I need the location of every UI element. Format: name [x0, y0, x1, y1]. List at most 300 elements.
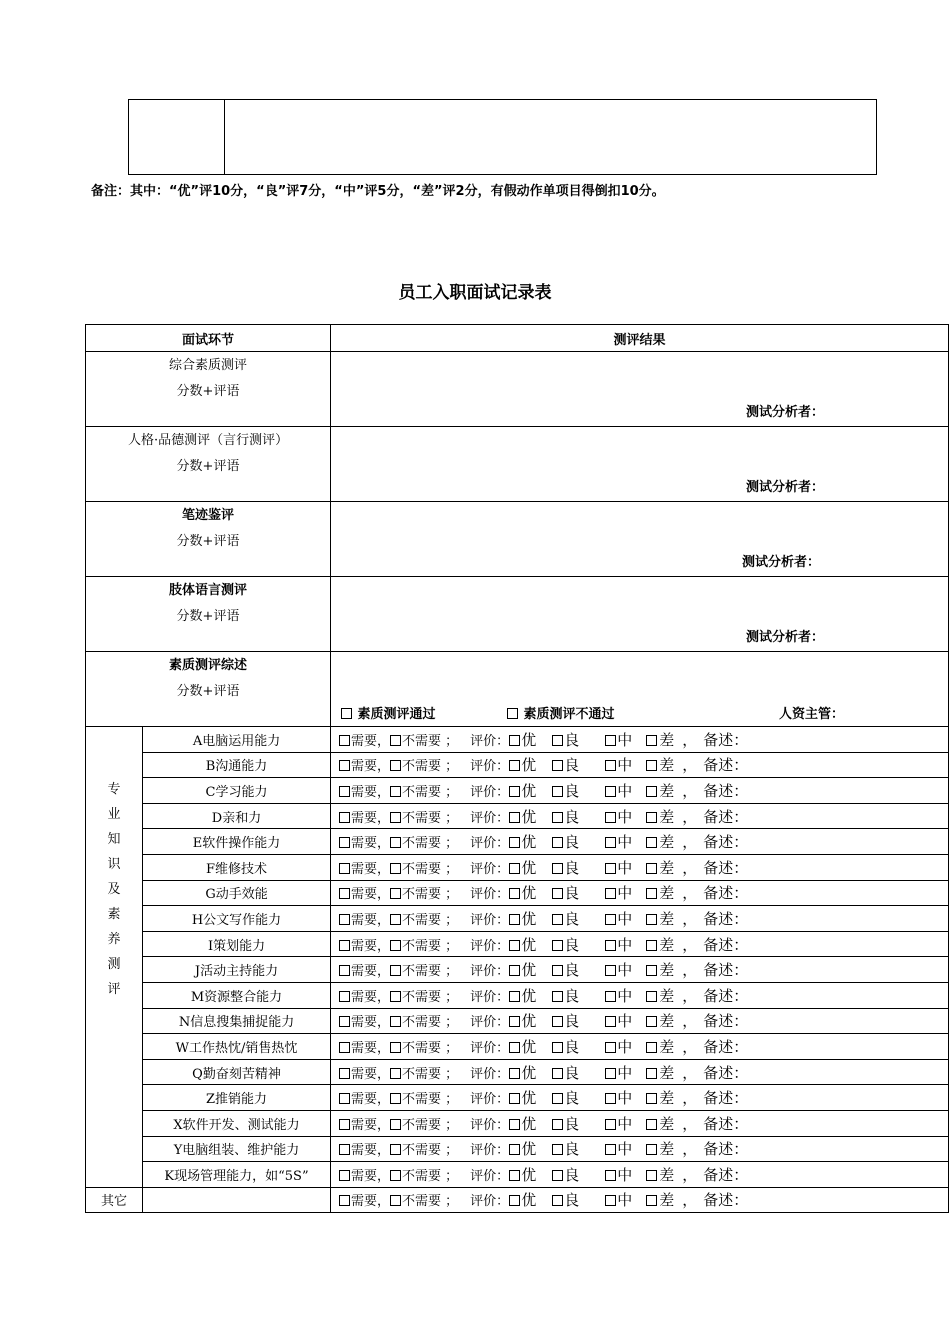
poor-checkbox[interactable] — [646, 735, 657, 746]
comma-sep: ， — [682, 884, 698, 903]
comma-sep: ， — [682, 730, 698, 749]
poor-checkbox[interactable] — [646, 1093, 657, 1104]
section-label-cell — [86, 502, 331, 577]
poor-checkbox[interactable] — [646, 837, 657, 848]
skill-row — [86, 752, 949, 778]
section-name: 人格·品德测评（言行测评） — [127, 433, 289, 448]
rating-label: 评价： — [470, 1015, 510, 1031]
need-checkbox[interactable] — [339, 1042, 350, 1053]
skill-evaluation — [331, 1059, 949, 1085]
section-result-cell[interactable] — [331, 502, 949, 577]
category-char: 知 — [107, 832, 121, 847]
need-checkbox[interactable] — [339, 735, 350, 746]
excellent-label: 优 — [521, 961, 537, 980]
excellent-checkbox[interactable] — [509, 1068, 520, 1079]
analyst-signature-label: 测试分析者： — [745, 480, 824, 495]
need-label: 需要， — [351, 1015, 391, 1031]
need-checkbox[interactable] — [339, 914, 350, 925]
medium-checkbox[interactable] — [605, 888, 616, 899]
need-label: 需要， — [351, 1194, 391, 1210]
no-need-checkbox[interactable] — [390, 914, 401, 925]
no-need-label: 不需要 ； — [402, 964, 459, 980]
rating-label: 评价： — [470, 810, 510, 826]
excellent-label: 优 — [521, 909, 537, 928]
good-checkbox[interactable] — [552, 940, 563, 951]
skill-name: B沟通能力 — [143, 752, 331, 778]
need-checkbox[interactable] — [339, 1016, 350, 1027]
fail-checkbox[interactable] — [507, 708, 518, 719]
need-checkbox[interactable] — [339, 1170, 350, 1181]
medium-label: 中 — [617, 756, 633, 775]
skill-name: D亲和力 — [143, 803, 331, 829]
need-checkbox[interactable] — [339, 991, 350, 1002]
remark-label: 备述： — [703, 884, 749, 903]
good-checkbox[interactable] — [552, 1068, 563, 1079]
good-label: 良 — [564, 986, 580, 1005]
good-checkbox[interactable] — [552, 735, 563, 746]
medium-label: 中 — [617, 884, 633, 903]
no-need-checkbox[interactable] — [390, 1170, 401, 1181]
skill-name: G动手效能 — [143, 880, 331, 906]
poor-label: 差 — [659, 1063, 675, 1082]
section-sub: 分数+评语 — [176, 459, 240, 474]
remark-label: 备述： — [703, 1114, 749, 1133]
skill-row — [86, 1085, 949, 1111]
need-label: 需要， — [351, 964, 391, 980]
analyst-signature-label: 测试分析者： — [741, 555, 820, 570]
remark-label: 备述： — [703, 1012, 749, 1031]
section-label-cell — [86, 577, 331, 652]
no-need-label: 不需要 ； — [402, 1066, 459, 1082]
pass-option[interactable] — [341, 707, 436, 722]
other-row — [86, 1187, 949, 1213]
skill-evaluation — [331, 778, 949, 804]
skill-row — [86, 906, 949, 932]
medium-checkbox[interactable] — [605, 863, 616, 874]
skill-row — [86, 1008, 949, 1034]
excellent-label: 优 — [521, 730, 537, 749]
poor-label: 差 — [659, 884, 675, 903]
skill-row — [86, 829, 949, 855]
need-label: 需要， — [351, 1168, 391, 1184]
no-need-checkbox[interactable] — [390, 965, 401, 976]
rating-label: 评价： — [470, 1066, 510, 1082]
no-need-checkbox[interactable] — [390, 837, 401, 848]
medium-checkbox[interactable] — [605, 1195, 616, 1206]
rating-label: 评价： — [470, 1117, 510, 1133]
no-need-checkbox[interactable] — [390, 1119, 401, 1130]
no-need-label: 不需要 ； — [402, 1015, 459, 1031]
poor-label: 差 — [659, 1165, 675, 1184]
poor-checkbox[interactable] — [646, 914, 657, 925]
rating-label: 评价： — [470, 964, 510, 980]
good-checkbox[interactable] — [552, 786, 563, 797]
category-cell — [86, 727, 143, 1188]
skill-name: N信息搜集捕捉能力 — [143, 1008, 331, 1034]
good-label: 良 — [564, 909, 580, 928]
good-label: 良 — [564, 756, 580, 775]
medium-label: 中 — [617, 909, 633, 928]
need-checkbox[interactable] — [339, 1119, 350, 1130]
good-checkbox[interactable] — [552, 1144, 563, 1155]
good-label: 良 — [564, 1089, 580, 1108]
comma-sep: ， — [682, 1037, 698, 1056]
excellent-checkbox[interactable] — [509, 1016, 520, 1027]
excellent-checkbox[interactable] — [509, 1170, 520, 1181]
section-result-cell[interactable] — [331, 427, 949, 502]
remark-label: 备述： — [703, 858, 749, 877]
poor-label: 差 — [659, 756, 675, 775]
remark-label: 备述： — [703, 807, 749, 826]
medium-label: 中 — [617, 807, 633, 826]
poor-checkbox[interactable] — [646, 1119, 657, 1130]
no-need-checkbox[interactable] — [390, 735, 401, 746]
section-result-cell[interactable] — [331, 577, 949, 652]
excellent-checkbox[interactable] — [509, 760, 520, 771]
category-char: 识 — [107, 857, 121, 872]
no-need-checkbox[interactable] — [390, 991, 401, 1002]
medium-checkbox[interactable] — [605, 914, 616, 925]
skill-name: W工作热忱/销售热忱 — [143, 1034, 331, 1060]
poor-checkbox[interactable] — [646, 1170, 657, 1181]
skill-name: K现场管理能力，如“5S” — [143, 1162, 331, 1188]
good-checkbox[interactable] — [552, 760, 563, 771]
need-label: 需要， — [351, 810, 391, 826]
poor-label: 差 — [659, 1037, 675, 1056]
medium-checkbox[interactable] — [605, 1170, 616, 1181]
need-label: 需要， — [351, 784, 391, 800]
poor-label: 差 — [659, 807, 675, 826]
rating-label: 评价： — [470, 887, 510, 903]
pass-label: 素质测评通过 — [357, 707, 436, 722]
skill-name: I策划能力 — [143, 931, 331, 957]
excellent-label: 优 — [521, 781, 537, 800]
category-char: 业 — [107, 807, 121, 822]
excellent-checkbox[interactable] — [509, 888, 520, 899]
section-sub: 分数+评语 — [176, 534, 240, 549]
remark-label: 备述： — [703, 1140, 749, 1159]
no-need-checkbox[interactable] — [390, 940, 401, 951]
poor-checkbox[interactable] — [646, 786, 657, 797]
good-checkbox[interactable] — [552, 863, 563, 874]
need-label: 需要， — [351, 1040, 391, 1056]
poor-label: 差 — [659, 909, 675, 928]
skill-evaluation — [331, 803, 949, 829]
need-checkbox[interactable] — [339, 940, 350, 951]
medium-checkbox[interactable] — [605, 1119, 616, 1130]
medium-checkbox[interactable] — [605, 786, 616, 797]
skill-evaluation — [331, 982, 949, 1008]
poor-checkbox[interactable] — [646, 991, 657, 1002]
rating-label: 评价： — [470, 861, 510, 877]
skill-evaluation — [331, 880, 949, 906]
medium-label: 中 — [617, 1165, 633, 1184]
medium-checkbox[interactable] — [605, 940, 616, 951]
skill-name: E软件操作能力 — [143, 829, 331, 855]
excellent-checkbox[interactable] — [509, 965, 520, 976]
skill-row — [86, 931, 949, 957]
section-row — [86, 502, 949, 577]
need-label: 需要， — [351, 1143, 391, 1159]
summary-result-cell — [331, 652, 949, 727]
need-checkbox[interactable] — [339, 837, 350, 848]
excellent-label: 优 — [521, 756, 537, 775]
rating-label: 评价： — [470, 784, 510, 800]
need-checkbox[interactable] — [339, 965, 350, 976]
good-checkbox[interactable] — [552, 991, 563, 1002]
skill-evaluation — [331, 906, 949, 932]
section-label-cell — [86, 352, 331, 427]
skill-name: Y电脑组装、维护能力 — [143, 1136, 331, 1162]
medium-checkbox[interactable] — [605, 965, 616, 976]
excellent-checkbox[interactable] — [509, 1093, 520, 1104]
category-char: 专 — [107, 782, 121, 797]
skill-name: Q勤奋刻苦精神 — [143, 1059, 331, 1085]
medium-label: 中 — [617, 730, 633, 749]
skill-row — [86, 854, 949, 880]
section-row — [86, 352, 949, 427]
remark-label: 备述： — [703, 1037, 749, 1056]
medium-label: 中 — [617, 1089, 633, 1108]
good-checkbox[interactable] — [552, 837, 563, 848]
poor-checkbox[interactable] — [646, 1195, 657, 1206]
no-need-label: 不需要 ； — [402, 1143, 459, 1159]
comma-sep: ， — [682, 1191, 698, 1210]
medium-label: 中 — [617, 986, 633, 1005]
skill-evaluation — [331, 1085, 949, 1111]
need-checkbox[interactable] — [339, 863, 350, 874]
good-checkbox[interactable] — [552, 1119, 563, 1130]
need-checkbox[interactable] — [339, 760, 350, 771]
section-name: 综合素质测评 — [169, 358, 248, 373]
excellent-checkbox[interactable] — [509, 786, 520, 797]
page-title: 员工入职面试记录表 — [398, 283, 552, 303]
medium-label: 中 — [617, 1037, 633, 1056]
no-need-checkbox[interactable] — [390, 1016, 401, 1027]
poor-label: 差 — [659, 833, 675, 852]
poor-checkbox[interactable] — [646, 1068, 657, 1079]
no-need-checkbox[interactable] — [390, 760, 401, 771]
poor-checkbox[interactable] — [646, 1144, 657, 1155]
good-checkbox[interactable] — [552, 1093, 563, 1104]
skill-evaluation — [331, 1110, 949, 1136]
rating-label: 评价： — [470, 1194, 510, 1210]
poor-label: 差 — [659, 781, 675, 800]
excellent-label: 优 — [521, 986, 537, 1005]
good-checkbox[interactable] — [552, 914, 563, 925]
header-interview-stage: 面试环节 — [86, 325, 331, 352]
poor-label: 差 — [659, 1012, 675, 1031]
skill-evaluation — [331, 1034, 949, 1060]
medium-label: 中 — [617, 833, 633, 852]
good-label: 良 — [564, 1063, 580, 1082]
skill-evaluation — [331, 727, 949, 753]
poor-checkbox[interactable] — [646, 940, 657, 951]
summary-sub: 分数+评语 — [176, 684, 240, 699]
no-need-checkbox[interactable] — [390, 1195, 401, 1206]
other-name-cell[interactable] — [143, 1187, 331, 1213]
remark-label: 备述： — [703, 986, 749, 1005]
no-need-label: 不需要 ； — [402, 912, 459, 928]
good-label: 良 — [564, 1114, 580, 1133]
remark-label: 备述： — [703, 1165, 749, 1184]
skill-evaluation — [331, 1008, 949, 1034]
no-need-label: 不需要 ； — [402, 1194, 459, 1210]
category-char: 及 — [107, 882, 121, 897]
no-need-label: 不需要 ； — [402, 1040, 459, 1056]
comma-sep: ， — [682, 858, 698, 877]
medium-label: 中 — [617, 781, 633, 800]
good-checkbox[interactable] — [552, 812, 563, 823]
section-sub: 分数+评语 — [176, 609, 240, 624]
medium-checkbox[interactable] — [605, 991, 616, 1002]
pass-checkbox[interactable] — [341, 708, 352, 719]
poor-checkbox[interactable] — [646, 1016, 657, 1027]
no-need-label: 不需要 ； — [402, 887, 459, 903]
comma-sep: ， — [682, 756, 698, 775]
poor-checkbox[interactable] — [646, 863, 657, 874]
good-checkbox[interactable] — [552, 1195, 563, 1206]
header-evaluation-result: 测评结果 — [331, 325, 949, 352]
excellent-checkbox[interactable] — [509, 991, 520, 1002]
good-checkbox[interactable] — [552, 965, 563, 976]
no-need-checkbox[interactable] — [390, 786, 401, 797]
need-checkbox[interactable] — [339, 888, 350, 899]
excellent-checkbox[interactable] — [509, 812, 520, 823]
analyst-signature-label: 测试分析者： — [745, 405, 824, 420]
medium-checkbox[interactable] — [605, 735, 616, 746]
medium-checkbox[interactable] — [605, 1068, 616, 1079]
need-label: 需要， — [351, 861, 391, 877]
no-need-checkbox[interactable] — [390, 863, 401, 874]
no-need-label: 不需要 ； — [402, 938, 459, 954]
comma-sep: ， — [682, 1089, 698, 1108]
fail-label: 素质测评不通过 — [523, 707, 615, 722]
need-checkbox[interactable] — [339, 1195, 350, 1206]
no-need-checkbox[interactable] — [390, 1093, 401, 1104]
skill-row — [86, 1034, 949, 1060]
medium-label: 中 — [617, 1063, 633, 1082]
good-label: 良 — [564, 1037, 580, 1056]
comma-sep: ， — [682, 833, 698, 852]
poor-checkbox[interactable] — [646, 965, 657, 976]
need-checkbox[interactable] — [339, 1068, 350, 1079]
excellent-checkbox[interactable] — [509, 1144, 520, 1155]
medium-label: 中 — [617, 1140, 633, 1159]
section-sub: 分数+评语 — [176, 384, 240, 399]
excellent-label: 优 — [521, 1037, 537, 1056]
category-char: 评 — [107, 982, 121, 997]
medium-label: 中 — [617, 1191, 633, 1210]
need-checkbox[interactable] — [339, 786, 350, 797]
section-row — [86, 427, 949, 502]
rating-label: 评价： — [470, 733, 510, 749]
no-need-label: 不需要 ； — [402, 1117, 459, 1133]
excellent-checkbox[interactable] — [509, 735, 520, 746]
fail-option[interactable] — [507, 703, 615, 722]
good-checkbox[interactable] — [552, 1170, 563, 1181]
category-char: 测 — [107, 957, 121, 972]
remark-label: 备述： — [703, 935, 749, 954]
need-checkbox[interactable] — [339, 1144, 350, 1155]
medium-checkbox[interactable] — [605, 1093, 616, 1104]
need-checkbox[interactable] — [339, 1093, 350, 1104]
need-label: 需要， — [351, 989, 391, 1005]
poor-label: 差 — [659, 1191, 675, 1210]
summary-options — [341, 703, 948, 722]
excellent-label: 优 — [521, 1089, 537, 1108]
medium-label: 中 — [617, 935, 633, 954]
summary-label-cell — [86, 652, 331, 727]
need-label: 需要， — [351, 912, 391, 928]
medium-checkbox[interactable] — [605, 760, 616, 771]
skill-row — [86, 803, 949, 829]
medium-checkbox[interactable] — [605, 837, 616, 848]
medium-checkbox[interactable] — [605, 1144, 616, 1155]
poor-checkbox[interactable] — [646, 812, 657, 823]
skill-name: A电脑运用能力 — [143, 727, 331, 753]
interview-record-table — [85, 324, 949, 1213]
no-need-checkbox[interactable] — [390, 1042, 401, 1053]
poor-label: 差 — [659, 1140, 675, 1159]
rating-label: 评价： — [470, 1040, 510, 1056]
excellent-checkbox[interactable] — [509, 1119, 520, 1130]
good-label: 良 — [564, 781, 580, 800]
excellent-checkbox[interactable] — [509, 1195, 520, 1206]
good-label: 良 — [564, 858, 580, 877]
top-table-fragment — [128, 99, 877, 175]
excellent-label: 优 — [521, 807, 537, 826]
excellent-checkbox[interactable] — [509, 940, 520, 951]
need-checkbox[interactable] — [339, 812, 350, 823]
skill-evaluation — [331, 1162, 949, 1188]
poor-checkbox[interactable] — [646, 1042, 657, 1053]
excellent-checkbox[interactable] — [509, 863, 520, 874]
no-need-label: 不需要 ； — [402, 810, 459, 826]
medium-checkbox[interactable] — [605, 812, 616, 823]
skill-row — [86, 982, 949, 1008]
no-need-label: 不需要 ； — [402, 784, 459, 800]
poor-checkbox[interactable] — [646, 760, 657, 771]
remark-label: 备述： — [703, 1191, 749, 1210]
excellent-checkbox[interactable] — [509, 914, 520, 925]
remark-label: 备述： — [703, 961, 749, 980]
no-need-checkbox[interactable] — [390, 1144, 401, 1155]
poor-checkbox[interactable] — [646, 888, 657, 899]
medium-checkbox[interactable] — [605, 1042, 616, 1053]
excellent-label: 优 — [521, 1063, 537, 1082]
no-need-checkbox[interactable] — [390, 812, 401, 823]
no-need-label: 不需要 ； — [402, 1092, 459, 1108]
excellent-label: 优 — [521, 1165, 537, 1184]
category-char: 养 — [107, 932, 121, 947]
remark-label: 备述： — [703, 756, 749, 775]
excellent-checkbox[interactable] — [509, 1042, 520, 1053]
no-need-checkbox[interactable] — [390, 888, 401, 899]
section-result-cell[interactable] — [331, 352, 949, 427]
no-need-checkbox[interactable] — [390, 1068, 401, 1079]
excellent-label: 优 — [521, 1012, 537, 1031]
good-checkbox[interactable] — [552, 1042, 563, 1053]
good-checkbox[interactable] — [552, 1016, 563, 1027]
good-label: 良 — [564, 884, 580, 903]
remark-label: 备述： — [703, 781, 749, 800]
medium-checkbox[interactable] — [605, 1016, 616, 1027]
good-checkbox[interactable] — [552, 888, 563, 899]
excellent-checkbox[interactable] — [509, 837, 520, 848]
section-label-cell — [86, 427, 331, 502]
top-table-cell-right — [225, 100, 877, 175]
